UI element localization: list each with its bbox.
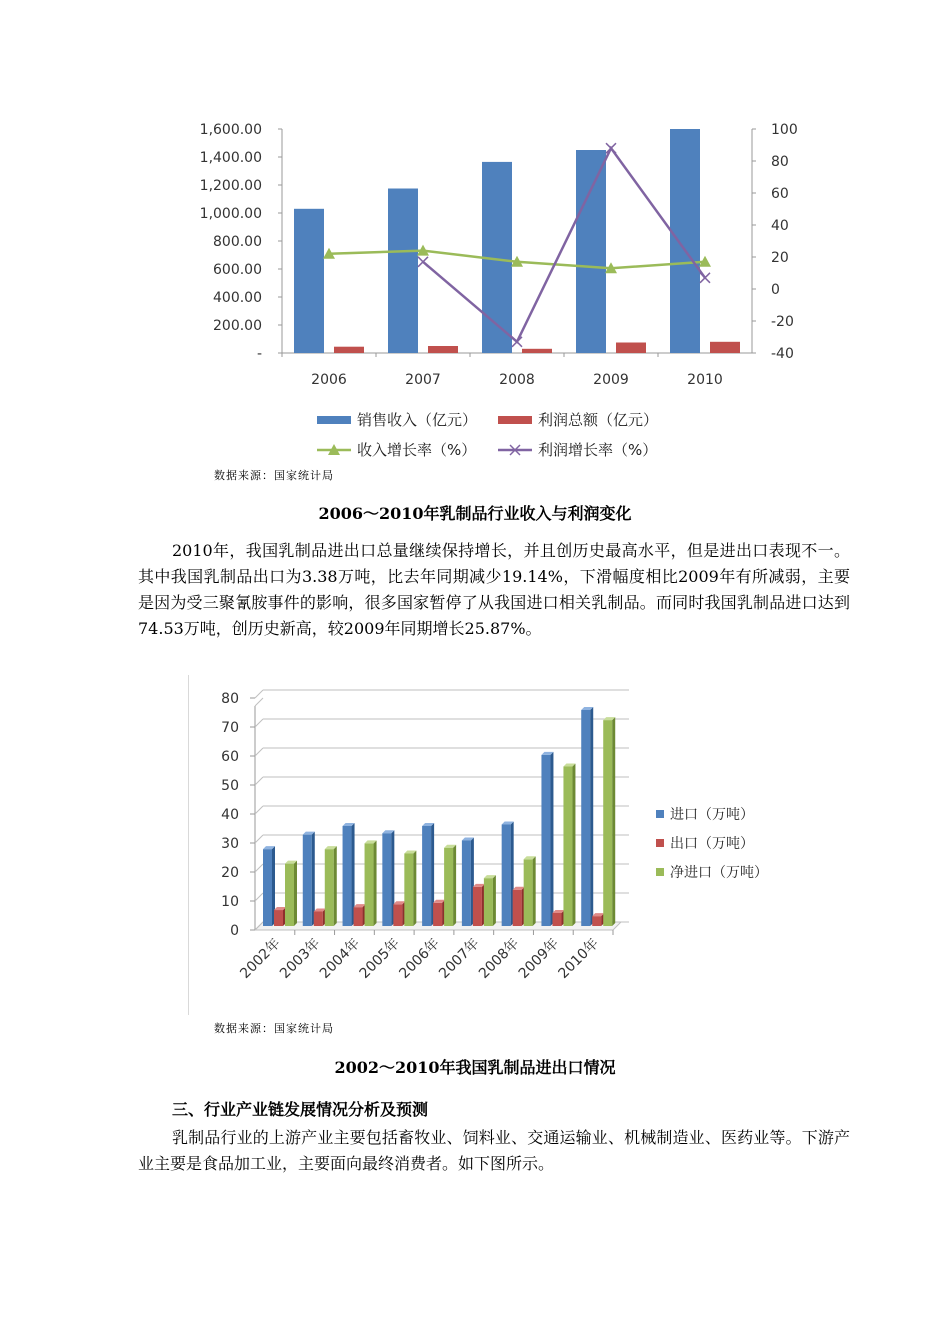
gridline-diag <box>255 719 263 727</box>
legend-label: 利润总额（亿元） <box>538 411 659 429</box>
bar-side <box>590 707 593 926</box>
bar-face <box>524 859 533 926</box>
y-tick-label: 50 <box>221 778 239 794</box>
legend-swatch <box>317 416 351 424</box>
bar-net-import <box>484 875 496 926</box>
bar-export <box>393 901 405 926</box>
bar-face <box>603 720 612 926</box>
x-tick-label: 2007年 <box>436 935 483 982</box>
bar-net-import <box>404 851 416 927</box>
y-tick-label: 60 <box>221 749 239 765</box>
y-tick-label: 40 <box>221 807 239 823</box>
legend-label: 进口（万吨） <box>670 807 754 823</box>
bar-export <box>314 909 326 927</box>
bar-total-profit <box>616 343 646 354</box>
profit-growth-marker <box>418 257 428 267</box>
gridline-diag <box>255 748 263 756</box>
section-heading: 三、行业产业链发展情况分析及预测 <box>172 1100 429 1119</box>
gridline-diag <box>255 806 263 814</box>
bar-face <box>541 755 550 926</box>
y-tick-label: 70 <box>221 720 239 736</box>
bar-total-profit <box>334 347 364 353</box>
bar-face <box>502 825 511 927</box>
body-paragraph-2: 乳制品行业的上游产业主要包括畜牧业、饲料业、交通运输业、机械制造业、医药业等。下游产业主要是食品加工业，主要面向最终消费者。如下图所示。 <box>138 1128 850 1173</box>
x-tick-label: 2002年 <box>237 935 284 982</box>
bar-side <box>612 717 615 926</box>
import-export-chart <box>195 680 835 1010</box>
right-tick-label: 60 <box>771 186 789 202</box>
right-tick-label: -20 <box>771 314 794 330</box>
y-tick-label: 10 <box>221 894 239 910</box>
bar-sales-revenue <box>388 189 418 354</box>
right-tick-label: 40 <box>771 218 789 234</box>
bar-import <box>303 832 315 926</box>
x-tick-label: 2008 <box>499 372 535 388</box>
bar-side <box>413 851 416 927</box>
y-tick-label: 0 <box>230 923 239 939</box>
bar-import <box>581 707 593 926</box>
right-tick-label: 20 <box>771 250 789 266</box>
x-tick-label: 2004年 <box>316 935 364 982</box>
x-tick-label: 2007 <box>405 372 441 388</box>
x-tick-label: 2010 <box>687 372 723 388</box>
bar-face <box>484 878 493 926</box>
bar-export <box>592 913 604 926</box>
bar-export <box>433 900 445 926</box>
left-tick-label: 600.00 <box>213 262 262 278</box>
bar-export <box>274 907 286 926</box>
bar-face <box>404 854 413 927</box>
legend-label: 利润增长率（%） <box>538 441 658 459</box>
body-paragraph-1: 2010年，我国乳制品进出口总量继续保持增长，并且创历史最高水平，但是进出口表现不一。其中我国乳制品出口为3.38万吨，比去年同期减少19.14%，下滑幅度相比2009年有所减弱，主要是因为受三聚氰胺事件的影响，很多国家暂停了从我国进口相关乳制品。而同时我国乳制品进口达到74.53万吨，创历史新高，较2009年同期增长25.87%。 <box>138 541 850 638</box>
bar-face <box>581 710 590 926</box>
bar-import <box>502 822 514 927</box>
profit-growth-marker <box>512 337 522 347</box>
bar-face <box>422 826 431 926</box>
chart2-frame-line <box>188 675 189 1015</box>
bar-face <box>513 890 522 926</box>
left-tick-label: 1,400.00 <box>199 150 262 166</box>
bar-side <box>550 752 553 926</box>
bar-face <box>354 907 363 926</box>
bar-net-import <box>444 845 456 926</box>
bar-net-import <box>563 764 575 927</box>
x-tick-label: 2008年 <box>475 935 523 982</box>
bar-face <box>563 767 572 927</box>
legend-swatch <box>656 868 664 876</box>
gridline-diag <box>255 690 263 698</box>
bar-face <box>444 848 453 926</box>
right-tick-label: 100 <box>771 122 798 138</box>
profit-growth-marker <box>606 143 616 153</box>
bar-face <box>314 912 323 927</box>
right-tick-label: -40 <box>771 346 794 362</box>
bar-face <box>285 864 294 926</box>
bar-face <box>462 840 471 926</box>
bar-import <box>263 846 275 926</box>
bar-net-import <box>325 846 337 926</box>
legend-label: 收入增长率（%） <box>357 441 477 459</box>
bar-side <box>533 856 536 926</box>
bar-net-import <box>285 861 297 926</box>
legend-label: 净进口（万吨） <box>670 865 768 881</box>
chart1-source: 数据来源：国家统计局 <box>214 469 334 482</box>
x-tick-label: 2006 <box>311 372 347 388</box>
bar-sales-revenue <box>294 209 324 353</box>
x-tick-label: 2009年 <box>515 935 563 982</box>
bar-face <box>393 904 402 926</box>
x-tick-label: 2009 <box>593 372 629 388</box>
legend-swatch <box>656 839 664 847</box>
x-tick-label: 2010年 <box>555 935 602 982</box>
wall-edge <box>255 698 263 706</box>
legend-swatch <box>656 810 664 818</box>
bar-net-import <box>603 717 615 926</box>
x-tick-label: 2006年 <box>396 935 443 982</box>
bar-import <box>422 823 434 926</box>
bar-total-profit <box>710 342 740 353</box>
bar-side <box>493 875 496 926</box>
right-tick-label: 80 <box>771 154 789 170</box>
bar-sales-revenue <box>670 129 700 353</box>
gridline-diag <box>255 893 263 901</box>
bar-face <box>365 843 374 926</box>
bar-face <box>263 849 272 926</box>
bar-side <box>453 845 456 926</box>
legend-label: 销售收入（亿元） <box>357 411 478 429</box>
gridline-diag <box>255 777 263 785</box>
left-tick-label: 1,200.00 <box>199 178 262 194</box>
bar-import <box>541 752 553 926</box>
y-tick-label: 30 <box>221 836 239 852</box>
left-tick-label: 800.00 <box>213 234 262 250</box>
profit-growth-line <box>423 148 705 342</box>
bar-export <box>513 887 525 926</box>
bar-side <box>294 861 297 926</box>
bar-net-import <box>365 840 377 926</box>
bar-side <box>572 764 575 927</box>
right-tick-label: 0 <box>771 282 780 298</box>
left-tick-label: - <box>256 346 262 362</box>
bar-import <box>343 823 355 926</box>
left-tick-label: 400.00 <box>213 290 262 306</box>
left-tick-label: 200.00 <box>213 318 262 334</box>
bar-side <box>374 840 377 926</box>
bar-face <box>552 913 561 926</box>
y-tick-label: 80 <box>221 691 239 707</box>
chart2-caption: 2002～2010年我国乳制品进出口情况 <box>334 1058 616 1077</box>
x-tick-label: 2005年 <box>356 935 404 982</box>
left-tick-label: 1,600.00 <box>199 122 262 138</box>
left-tick-label: 1,000.00 <box>199 206 262 222</box>
bar-export <box>552 910 564 926</box>
bar-export <box>473 884 485 926</box>
bar-import <box>462 837 474 926</box>
bar-face <box>274 910 283 926</box>
bar-total-profit <box>522 349 552 353</box>
bar-import <box>382 830 394 926</box>
bar-net-import <box>524 856 536 926</box>
chart1-caption: 2006～2010年乳制品行业收入与利润变化 <box>318 504 632 523</box>
legend-swatch <box>498 416 532 424</box>
y-tick-label: 20 <box>221 865 239 881</box>
bar-face <box>382 833 391 926</box>
revenue-profit-chart <box>180 110 820 470</box>
gridline-diag <box>255 864 263 872</box>
bar-face <box>325 849 334 926</box>
bar-face <box>433 903 442 926</box>
bar-export <box>354 904 366 926</box>
profit-growth-marker <box>700 273 710 283</box>
gridline-diag <box>255 835 263 843</box>
x-tick-label: 2003年 <box>277 935 324 982</box>
bar-face <box>473 887 482 926</box>
bar-side <box>334 846 337 926</box>
bar-face <box>592 916 601 926</box>
chart2-source: 数据来源：国家统计局 <box>214 1022 334 1035</box>
legend-label: 出口（万吨） <box>670 836 754 852</box>
bar-total-profit <box>428 346 458 353</box>
bar-sales-revenue <box>576 150 606 353</box>
bar-face <box>343 826 352 926</box>
bar-face <box>303 835 312 926</box>
